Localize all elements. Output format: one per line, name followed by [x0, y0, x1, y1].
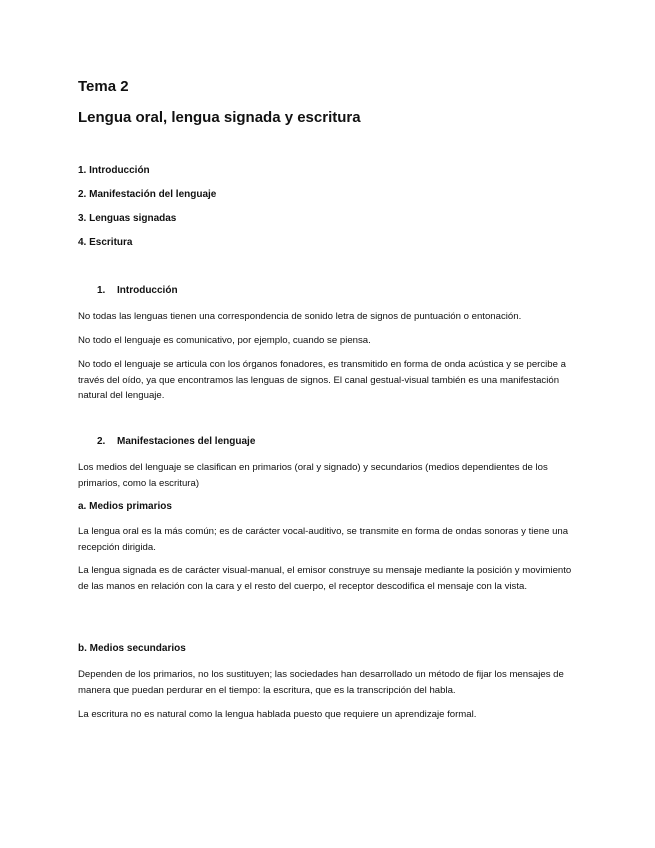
section-number: 1. — [97, 285, 106, 296]
section-heading — [78, 436, 583, 447]
paragraph: Dependen de los primarios, no los sustituyen; las sociedades han desarrollado un método de fijar los mensajes de manera que puedan perdurar en el tiempo: la escritura, que es la transcripción del habla. — [78, 669, 564, 696]
section-heading-text: Manifestaciones del lenguaje — [117, 436, 256, 447]
paragraph: La lengua oral es la más común; es de carácter vocal-auditivo, se transmite en forma de ondas sonoras y tiene una recepción dirigida. — [78, 526, 569, 553]
paragraph: No todas las lenguas tienen una correspondencia de sonido letra de signos de puntuación o entonación. — [78, 311, 522, 322]
paragraph: Los medios del lenguaje se clasifican en primarios (oral y signado) y secundarios (medios dependientes de los primarios, como la escritura) — [78, 462, 548, 489]
paragraph: No todo el lenguaje se articula con los órganos fonadores, es transmitido en forma de onda acústica y se percibe a través del oído, ya que encontramos las lenguas de signos. El canal gestual-visual también es una manifestación natural del lenguaje. — [78, 359, 566, 401]
paragraph: La escritura no es natural como la lengua hablada puesto que requiere un aprendizaje formal. — [78, 709, 477, 720]
table-of-contents — [78, 164, 216, 260]
section-introduccion — [78, 285, 583, 296]
section-manifestaciones — [78, 436, 583, 447]
toc-item: 1. Introducción — [78, 165, 150, 176]
paragraph: No todo el lenguaje es comunicativo, por ejemplo, cuando se piensa. — [78, 335, 371, 346]
subsection-heading-a: a. Medios primarios — [78, 501, 172, 512]
section-heading — [78, 285, 583, 296]
toc-item: 4. Escritura — [78, 237, 133, 248]
subsection-heading-b: b. Medios secundarios — [78, 643, 186, 654]
section-number: 2. — [97, 436, 106, 447]
toc-item: 3. Lenguas signadas — [78, 213, 177, 224]
section-heading-text: Introducción — [117, 285, 178, 296]
toc-item: 2. Manifestación del lenguaje — [78, 189, 217, 200]
document-title: Lengua oral, lengua signada y escritura — [78, 109, 361, 126]
paragraph: La lengua signada es de carácter visual-manual, el emisor construye su mensaje mediante la posición y movimiento de las manos en relación con la cara y el resto del cuerpo, el receptor descodifica el mensaje con la vista. — [78, 565, 572, 592]
document-tema: Tema 2 — [78, 78, 129, 95]
